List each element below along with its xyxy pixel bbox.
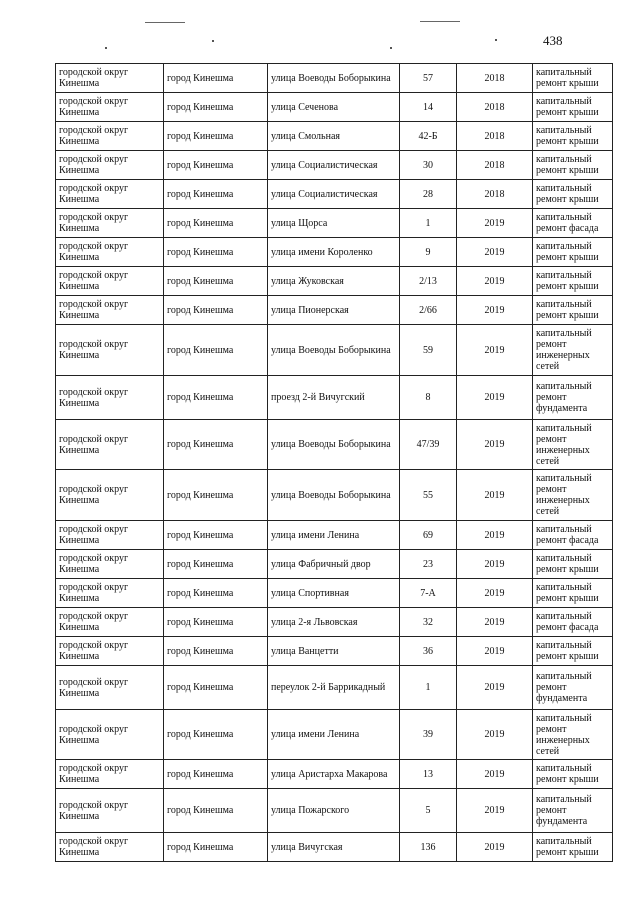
street-cell: проезд 2-й Вичугский bbox=[268, 376, 400, 420]
work-cell: капитальный ремонт фасада bbox=[533, 521, 613, 550]
house-cell: 30 bbox=[400, 151, 457, 180]
district-cell: городской округ Кинешма bbox=[56, 122, 164, 151]
house-cell: 59 bbox=[400, 325, 457, 376]
city-cell: город Кинешма bbox=[164, 180, 268, 209]
district-cell: городской округ Кинешма bbox=[56, 521, 164, 550]
city-cell: город Кинешма bbox=[164, 376, 268, 420]
year-cell: 2019 bbox=[457, 470, 533, 521]
work-cell: капитальный ремонт фундамента bbox=[533, 376, 613, 420]
year-cell: 2019 bbox=[457, 521, 533, 550]
street-cell: улица Воеводы Боборыкина bbox=[268, 420, 400, 470]
district-cell: городской округ Кинешма bbox=[56, 760, 164, 789]
table-row bbox=[56, 93, 613, 122]
year-cell: 2019 bbox=[457, 608, 533, 637]
house-cell: 7-А bbox=[400, 579, 457, 608]
table-body bbox=[56, 64, 613, 862]
street-cell: улица Ванцетти bbox=[268, 637, 400, 666]
street-cell: улица Социалистическая bbox=[268, 151, 400, 180]
district-cell: городской округ Кинешма bbox=[56, 238, 164, 267]
district-cell: городской округ Кинешма bbox=[56, 550, 164, 579]
house-cell: 1 bbox=[400, 666, 457, 710]
year-cell: 2019 bbox=[457, 579, 533, 608]
table-row bbox=[56, 666, 613, 710]
house-cell: 5 bbox=[400, 789, 457, 833]
city-cell: город Кинешма bbox=[164, 93, 268, 122]
district-cell: городской округ Кинешма bbox=[56, 267, 164, 296]
year-cell: 2018 bbox=[457, 180, 533, 209]
scan-mark bbox=[212, 40, 214, 42]
city-cell: город Кинешма bbox=[164, 579, 268, 608]
work-cell: капитальный ремонт инженерных сетей bbox=[533, 710, 613, 760]
year-cell: 2019 bbox=[457, 637, 533, 666]
city-cell: город Кинешма bbox=[164, 325, 268, 376]
year-cell: 2018 bbox=[457, 151, 533, 180]
table-row bbox=[56, 420, 613, 470]
city-cell: город Кинешма bbox=[164, 710, 268, 760]
year-cell: 2019 bbox=[457, 760, 533, 789]
work-cell: капитальный ремонт фундамента bbox=[533, 789, 613, 833]
work-cell: капитальный ремонт крыши bbox=[533, 579, 613, 608]
city-cell: город Кинешма bbox=[164, 470, 268, 521]
street-cell: улица Спортивная bbox=[268, 579, 400, 608]
city-cell: город Кинешма bbox=[164, 833, 268, 862]
page-number: 438 bbox=[543, 33, 563, 48]
table-row bbox=[56, 376, 613, 420]
year-cell: 2019 bbox=[457, 267, 533, 296]
table-row bbox=[56, 760, 613, 789]
district-cell: городской округ Кинешма bbox=[56, 637, 164, 666]
work-cell: капитальный ремонт фасада bbox=[533, 608, 613, 637]
year-cell: 2019 bbox=[457, 296, 533, 325]
table-row bbox=[56, 521, 613, 550]
table-row bbox=[56, 296, 613, 325]
table-row bbox=[56, 579, 613, 608]
table-row bbox=[56, 789, 613, 833]
street-cell: улица имени Ленина bbox=[268, 710, 400, 760]
district-cell: городской округ Кинешма bbox=[56, 470, 164, 521]
city-cell: город Кинешма bbox=[164, 122, 268, 151]
city-cell: город Кинешма bbox=[164, 789, 268, 833]
work-cell: капитальный ремонт крыши bbox=[533, 238, 613, 267]
house-cell: 47/39 bbox=[400, 420, 457, 470]
street-cell: улица имени Короленко bbox=[268, 238, 400, 267]
scan-mark bbox=[145, 22, 185, 23]
street-cell: улица Смольная bbox=[268, 122, 400, 151]
house-cell: 2/13 bbox=[400, 267, 457, 296]
year-cell: 2019 bbox=[457, 376, 533, 420]
scan-mark bbox=[105, 47, 107, 49]
year-cell: 2019 bbox=[457, 833, 533, 862]
table-row bbox=[56, 710, 613, 760]
repair-schedule-table bbox=[55, 63, 613, 862]
table-row bbox=[56, 325, 613, 376]
table-row bbox=[56, 151, 613, 180]
house-cell: 69 bbox=[400, 521, 457, 550]
street-cell: улица Щорса bbox=[268, 209, 400, 238]
city-cell: город Кинешма bbox=[164, 267, 268, 296]
house-cell: 36 bbox=[400, 637, 457, 666]
district-cell: городской округ Кинешма bbox=[56, 608, 164, 637]
work-cell: капитальный ремонт инженерных сетей bbox=[533, 325, 613, 376]
table-row bbox=[56, 637, 613, 666]
street-cell: улица Вичугская bbox=[268, 833, 400, 862]
year-cell: 2019 bbox=[457, 710, 533, 760]
house-cell: 57 bbox=[400, 64, 457, 93]
house-cell: 136 bbox=[400, 833, 457, 862]
house-cell: 39 bbox=[400, 710, 457, 760]
year-cell: 2019 bbox=[457, 550, 533, 579]
city-cell: город Кинешма bbox=[164, 608, 268, 637]
city-cell: город Кинешма bbox=[164, 550, 268, 579]
scan-mark bbox=[420, 21, 460, 22]
year-cell: 2019 bbox=[457, 209, 533, 238]
district-cell: городской округ Кинешма bbox=[56, 151, 164, 180]
street-cell: улица Воеводы Боборыкина bbox=[268, 470, 400, 521]
street-cell: переулок 2-й Баррикадный bbox=[268, 666, 400, 710]
table-row bbox=[56, 180, 613, 209]
work-cell: капитальный ремонт крыши bbox=[533, 637, 613, 666]
street-cell: улица Пожарского bbox=[268, 789, 400, 833]
work-cell: капитальный ремонт крыши bbox=[533, 760, 613, 789]
work-cell: капитальный ремонт крыши bbox=[533, 93, 613, 122]
house-cell: 2/66 bbox=[400, 296, 457, 325]
district-cell: городской округ Кинешма bbox=[56, 376, 164, 420]
city-cell: город Кинешма bbox=[164, 64, 268, 93]
city-cell: город Кинешма bbox=[164, 238, 268, 267]
city-cell: город Кинешма bbox=[164, 296, 268, 325]
work-cell: капитальный ремонт крыши bbox=[533, 122, 613, 151]
street-cell: улица Жуковская bbox=[268, 267, 400, 296]
street-cell: улица Аристарха Макарова bbox=[268, 760, 400, 789]
work-cell: капитальный ремонт крыши bbox=[533, 833, 613, 862]
district-cell: городской округ Кинешма bbox=[56, 666, 164, 710]
table-row bbox=[56, 209, 613, 238]
work-cell: капитальный ремонт крыши bbox=[533, 180, 613, 209]
year-cell: 2019 bbox=[457, 420, 533, 470]
table-row bbox=[56, 550, 613, 579]
district-cell: городской округ Кинешма bbox=[56, 325, 164, 376]
city-cell: город Кинешма bbox=[164, 209, 268, 238]
house-cell: 8 bbox=[400, 376, 457, 420]
city-cell: город Кинешма bbox=[164, 637, 268, 666]
work-cell: капитальный ремонт крыши bbox=[533, 296, 613, 325]
house-cell: 28 bbox=[400, 180, 457, 209]
district-cell: городской округ Кинешма bbox=[56, 420, 164, 470]
city-cell: город Кинешма bbox=[164, 666, 268, 710]
city-cell: город Кинешма bbox=[164, 151, 268, 180]
work-cell: капитальный ремонт крыши bbox=[533, 151, 613, 180]
street-cell: улица имени Ленина bbox=[268, 521, 400, 550]
house-cell: 32 bbox=[400, 608, 457, 637]
district-cell: городской округ Кинешма bbox=[56, 579, 164, 608]
work-cell: капитальный ремонт крыши bbox=[533, 267, 613, 296]
year-cell: 2019 bbox=[457, 666, 533, 710]
street-cell: улица Фабричный двор bbox=[268, 550, 400, 579]
house-cell: 9 bbox=[400, 238, 457, 267]
city-cell: город Кинешма bbox=[164, 420, 268, 470]
street-cell: улица Воеводы Боборыкина bbox=[268, 325, 400, 376]
house-cell: 14 bbox=[400, 93, 457, 122]
table-row bbox=[56, 238, 613, 267]
street-cell: улица Воеводы Боборыкина bbox=[268, 64, 400, 93]
work-cell: капитальный ремонт крыши bbox=[533, 64, 613, 93]
district-cell: городской округ Кинешма bbox=[56, 180, 164, 209]
table-row bbox=[56, 267, 613, 296]
house-cell: 42-Б bbox=[400, 122, 457, 151]
work-cell: капитальный ремонт фасада bbox=[533, 209, 613, 238]
year-cell: 2019 bbox=[457, 789, 533, 833]
work-cell: капитальный ремонт инженерных сетей bbox=[533, 420, 613, 470]
work-cell: капитальный ремонт фундамента bbox=[533, 666, 613, 710]
district-cell: городской округ Кинешма bbox=[56, 209, 164, 238]
year-cell: 2019 bbox=[457, 325, 533, 376]
district-cell: городской округ Кинешма bbox=[56, 93, 164, 122]
district-cell: городской округ Кинешма bbox=[56, 789, 164, 833]
year-cell: 2018 bbox=[457, 93, 533, 122]
table-row bbox=[56, 833, 613, 862]
work-cell: капитальный ремонт крыши bbox=[533, 550, 613, 579]
district-cell: городской округ Кинешма bbox=[56, 710, 164, 760]
district-cell: городской округ Кинешма bbox=[56, 64, 164, 93]
scan-mark bbox=[390, 47, 392, 49]
district-cell: городской округ Кинешма bbox=[56, 833, 164, 862]
table-row bbox=[56, 608, 613, 637]
street-cell: улица 2-я Львовская bbox=[268, 608, 400, 637]
city-cell: город Кинешма bbox=[164, 521, 268, 550]
table-row bbox=[56, 64, 613, 93]
district-cell: городской округ Кинешма bbox=[56, 296, 164, 325]
table-row bbox=[56, 122, 613, 151]
street-cell: улица Социалистическая bbox=[268, 180, 400, 209]
house-cell: 23 bbox=[400, 550, 457, 579]
house-cell: 1 bbox=[400, 209, 457, 238]
street-cell: улица Сеченова bbox=[268, 93, 400, 122]
scan-mark bbox=[495, 39, 497, 41]
house-cell: 13 bbox=[400, 760, 457, 789]
table-row bbox=[56, 470, 613, 521]
street-cell: улица Пионерская bbox=[268, 296, 400, 325]
year-cell: 2018 bbox=[457, 122, 533, 151]
year-cell: 2019 bbox=[457, 238, 533, 267]
house-cell: 55 bbox=[400, 470, 457, 521]
year-cell: 2018 bbox=[457, 64, 533, 93]
work-cell: капитальный ремонт инженерных сетей bbox=[533, 470, 613, 521]
city-cell: город Кинешма bbox=[164, 760, 268, 789]
